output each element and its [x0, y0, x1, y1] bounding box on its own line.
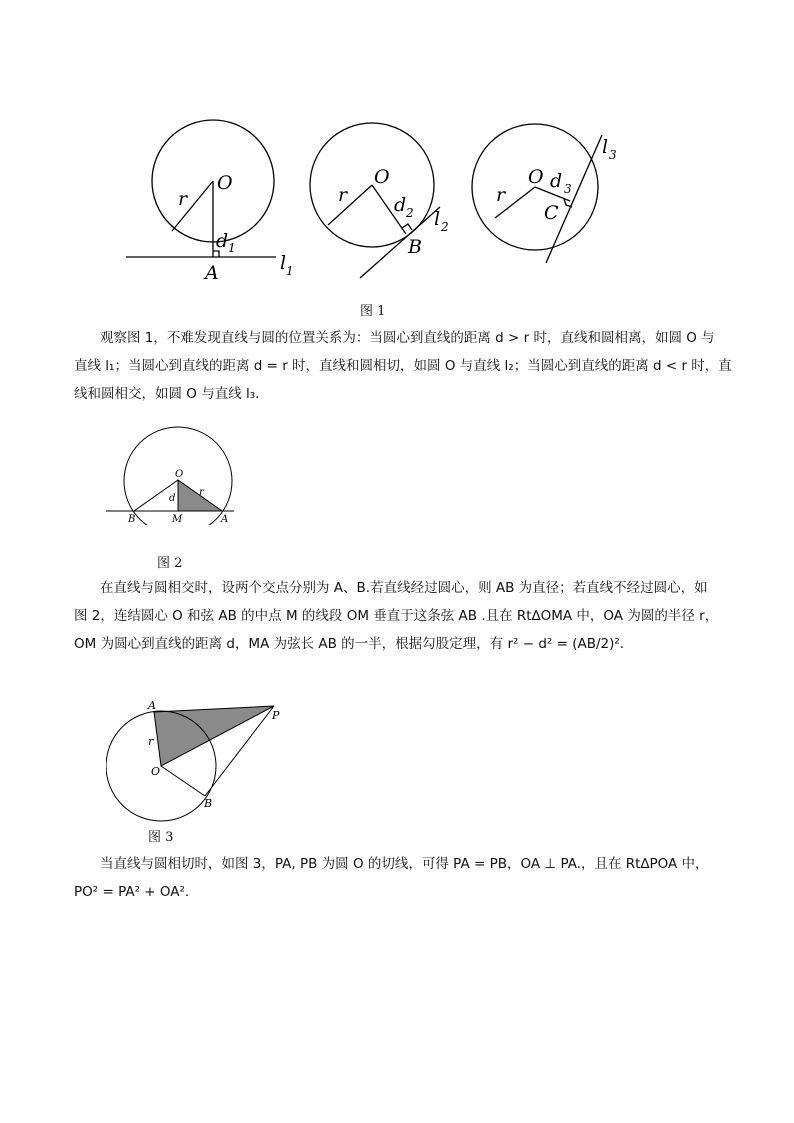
- label-O3: O: [528, 166, 544, 188]
- fig3-label-A: A: [148, 699, 156, 712]
- figure-1-caption: 图 1: [360, 304, 386, 319]
- label-l3-sub: 3: [609, 148, 617, 162]
- label-l2: l: [434, 208, 441, 230]
- label-l1: l: [280, 252, 287, 274]
- fig3-label-B: B: [204, 797, 213, 810]
- label-d2: d: [394, 194, 407, 216]
- label-B: B: [408, 236, 422, 258]
- figure-3-caption: 图 3: [148, 830, 174, 845]
- label-O2: O: [374, 166, 390, 188]
- paragraph-3-line-1: 当直线与圆相切时，如图 3，PA, PB 为圆 O 的切线，可得 PA = PB，OA ⊥ PA.，且在 Rt∆POA 中，: [100, 856, 709, 872]
- fig2-label-r: r: [199, 487, 204, 498]
- figure-3-diagram: [106, 695, 291, 825]
- label-r2: r: [338, 184, 348, 206]
- label-l1-sub: 1: [286, 264, 294, 278]
- paragraph-3-line-2: PO² = PA² + OA².: [74, 884, 190, 900]
- shaded-triangle-POA: [154, 706, 274, 766]
- label-l3: l: [602, 136, 609, 158]
- paragraph-2-line-1: 在直线与圆相交时，设两个交点分别为 A、B.若直线经过圆心，则 AB 为直径；若直线不经过圆心，如: [100, 580, 708, 596]
- fig3-label-r: r: [148, 735, 154, 748]
- paragraph-2: [74, 574, 724, 658]
- paragraph-1-line-3: 线和圆相交，如圆 O 与直线 l₃.: [74, 386, 260, 402]
- fig2-label-B: B: [128, 514, 136, 525]
- radius-OB: [161, 766, 205, 796]
- fig2-label-M: M: [172, 514, 183, 525]
- label-O1: O: [217, 172, 233, 194]
- figure-1-diagram: [110, 105, 650, 290]
- fig2-label-d: d: [169, 493, 176, 504]
- label-l2-sub: 2: [441, 220, 449, 234]
- label-C: C: [544, 202, 559, 224]
- figure-2-caption: 图 2: [157, 556, 183, 571]
- paragraph-1-line-1: 观察图 1，不难发现直线与圆的位置关系为：当圆心到直线的距离 d > r 时，直线和圆相离，如圆 O 与: [100, 330, 715, 346]
- paragraph-2-line-2: 图 2，连结圆心 O 和弦 AB 的中点 M 的线段 OM 垂直于这条弦 AB .且在 Rt∆OMA 中，OA 为圆的半径 r，: [74, 608, 719, 624]
- right-angle-2: [402, 224, 412, 230]
- paragraph-3: [74, 850, 724, 906]
- label-r3: r: [496, 184, 506, 206]
- paragraph-2-line-3: OM 为圆心到直线的距离 d，MA 为弦长 AB 的一半，根据勾股定理，有 r² − d² = (AB/2)².: [74, 636, 625, 652]
- label-d3: d: [550, 170, 563, 192]
- figure-2-diagram: [104, 425, 239, 525]
- fig2-label-O: O: [175, 469, 184, 480]
- fig3-label-O: O: [151, 765, 161, 778]
- label-d3-sub: 3: [564, 182, 572, 196]
- label-r1: r: [178, 188, 188, 210]
- paragraph-1: [74, 324, 732, 408]
- fig2-label-A: A: [221, 514, 229, 525]
- label-d1-sub: 1: [228, 241, 236, 255]
- line-l3: [546, 135, 602, 263]
- label-d2-sub: 2: [406, 206, 414, 220]
- line-l2: [360, 207, 440, 278]
- label-d1: d: [216, 230, 229, 252]
- paragraph-1-line-2: 直线 l₁；当圆心到直线的距离 d = r 时，直线和圆相切，如圆 O 与直线 l₂；当圆心到直线的距离 d < r 时，直: [74, 358, 732, 374]
- radius-2: [328, 185, 372, 225]
- fig3-label-P: P: [272, 709, 280, 722]
- label-A: A: [205, 262, 219, 284]
